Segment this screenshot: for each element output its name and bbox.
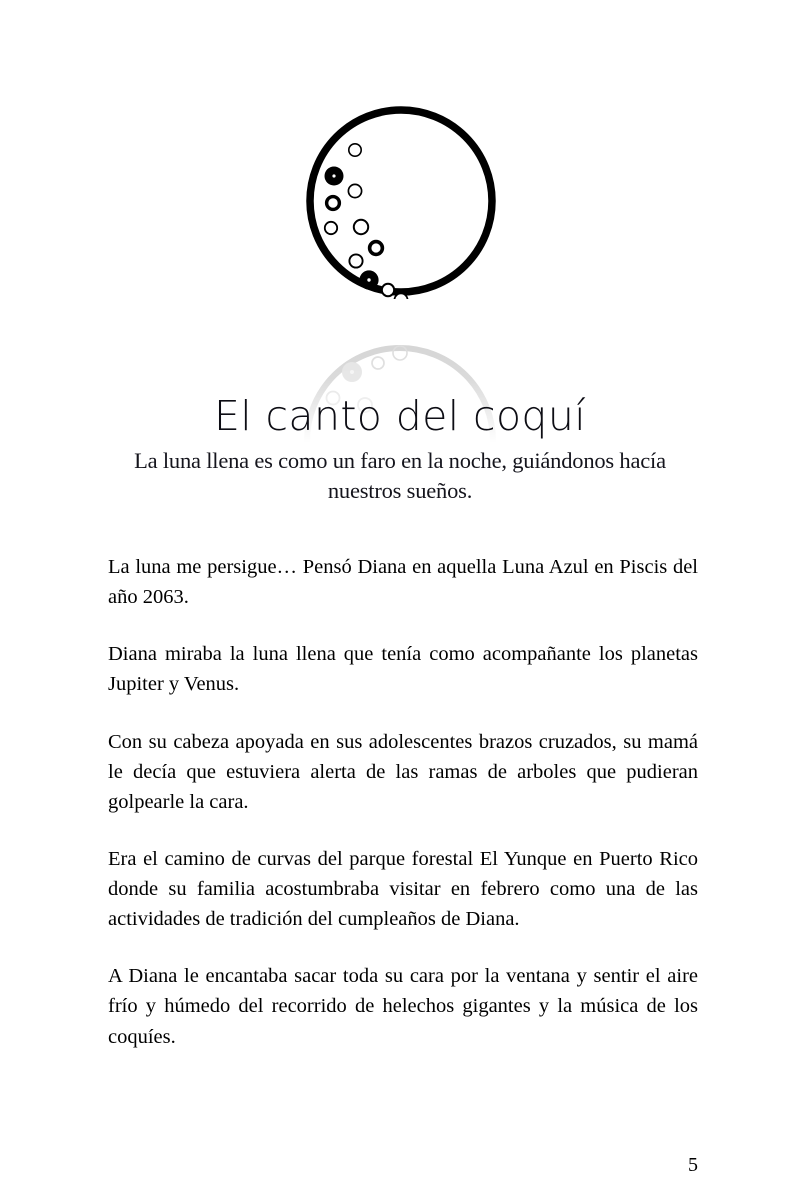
full-moon-with-craters-icon (303, 103, 499, 299)
body-text (108, 552, 698, 1052)
paragraph: Era el camino de curvas del parque forestal El Yunque en Puerto Rico donde su familia acostumbraba visitar en febrero como una de las actividades de tradición del cumpleaños de Diana. (108, 847, 698, 931)
page-title: El canto del coquí (213, 392, 587, 440)
page-number: 5 (688, 1154, 698, 1176)
subtitle-line-2: hacía nuestros sueños. (327, 448, 666, 503)
paragraph: Diana miraba la luna llena que tenía como acompañante los planetas Jupiter y Venus. (108, 643, 698, 696)
title-block (0, 392, 800, 505)
paragraph: A Diana le encantaba sacar toda su cara por la ventana y sentir el aire frío y húmedo del recorrido de helechos gigantes y la música de los coquíes. (108, 965, 698, 1048)
subtitle-line-1: La luna llena es como un faro en la noche, guiándonos (134, 448, 614, 473)
paragraph: La luna me persigue… Pensó Diana en aquella Luna Azul en Piscis del año 2063. (108, 556, 698, 609)
paragraph: Con su cabeza apoyada en sus adolescentes brazos cruzados, su mamá le decía que estuviera alerta de las ramas de arboles que pudieran golpearle la cara. (108, 730, 698, 813)
subtitle (100, 446, 700, 505)
